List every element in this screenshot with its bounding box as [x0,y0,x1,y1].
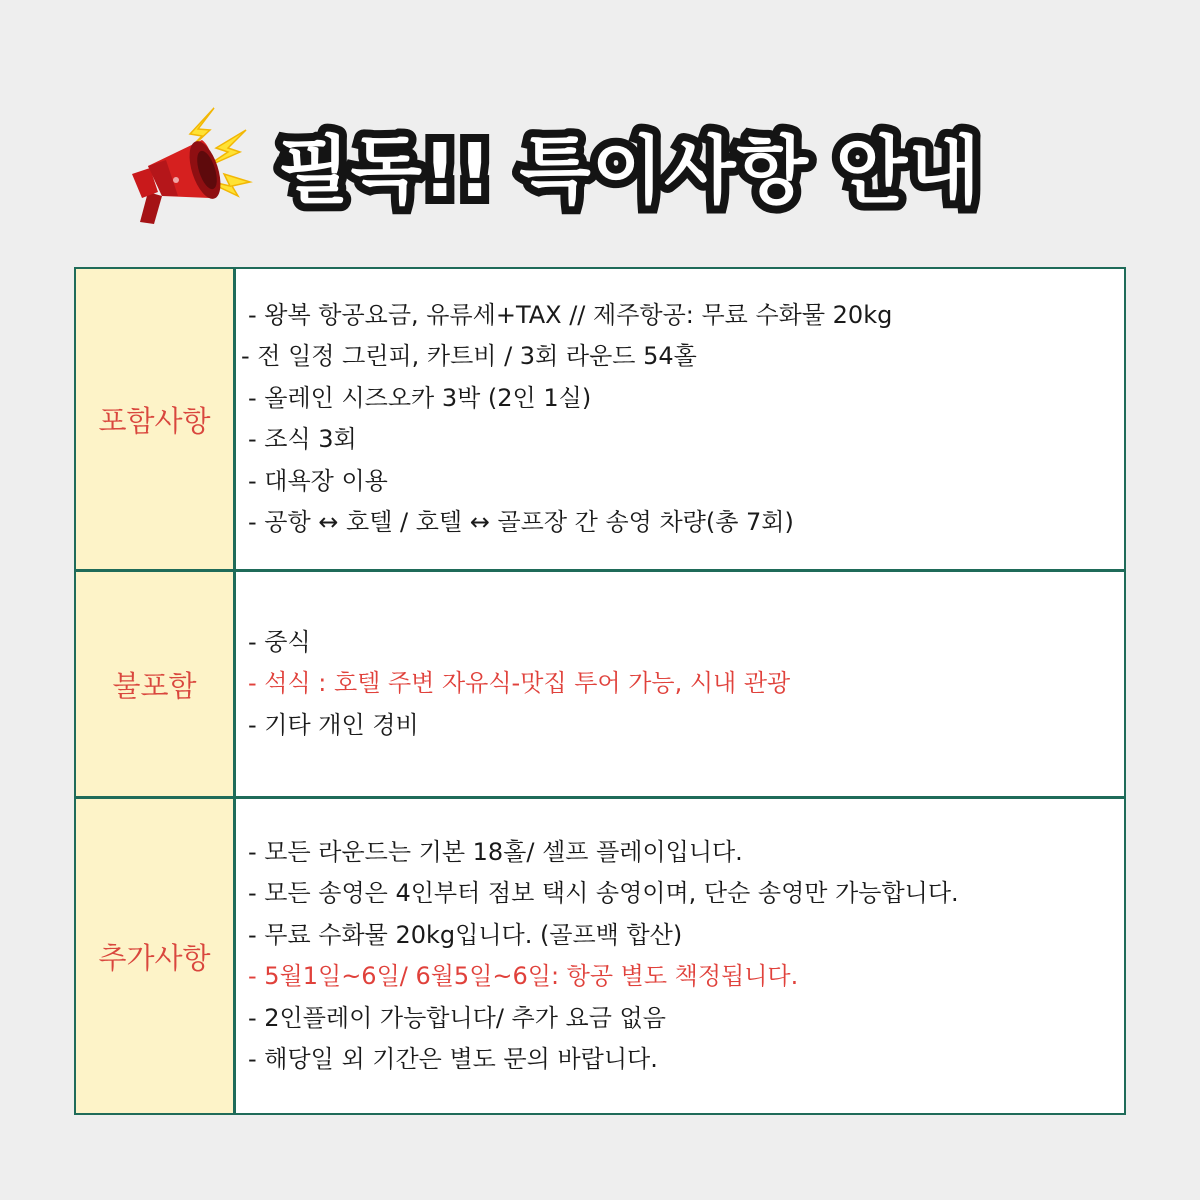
category-cell [76,572,236,796]
megaphone-icon [118,100,268,230]
list-item-highlight: - 석식 : 호텔 주변 자유식-맛집 투어 가능, 시내 관광 [248,669,791,698]
list-item: - 무료 수화물 20kg입니다. (골프백 합산) [248,920,683,949]
list-item: - 전 일정 그린피, 카트비 / 3회 라운드 54홀 [241,342,697,370]
content-cell [241,269,1108,569]
category-label: 추가사항 [98,940,211,975]
category-cell [76,799,236,1113]
page-title: 필독!! 특이사항 안내 [278,128,981,214]
list-item: - 기타 개인 경비 [248,710,419,739]
notice-table [74,267,1126,1115]
section-excluded [76,572,1124,796]
list-item: - 모든 송영은 4인부터 점보 택시 송영이며, 단순 송영만 가능합니다. [248,879,959,907]
list-item: - 공항 ↔ 호텔 / 호텔 ↔ 골프장 간 송영 차량(총 7회) [248,508,794,536]
category-label: 포함사항 [98,403,211,438]
list-item: - 조식 3회 [248,425,357,453]
content-cell [248,572,1108,796]
list-item: - 해당일 외 기간은 별도 문의 바랍니다. [248,1045,658,1073]
section-additional [76,799,1124,1113]
list-item: - 모든 라운드는 기본 18홀/ 셀프 플레이입니다. [248,837,743,866]
category-cell [76,269,236,569]
list-item: - 올레인 시즈오카 3박 (2인 1실) [248,383,592,412]
list-item: - 중식 [248,627,311,656]
category-label: 불포함 [112,668,197,703]
content-cell [248,799,1108,1113]
section-included [76,269,1124,569]
list-item-highlight: - 5월1일~6일/ 6월5일~6일: 항공 별도 책정됩니다. [248,962,799,990]
header [0,95,1200,245]
list-item: - 대욕장 이용 [248,466,388,495]
list-item: - 왕복 항공요금, 유류세+TAX // 제주항공: 무료 수화물 20kg [248,300,893,329]
list-item: - 2인플레이 가능합니다/ 추가 요금 없음 [248,1003,666,1032]
